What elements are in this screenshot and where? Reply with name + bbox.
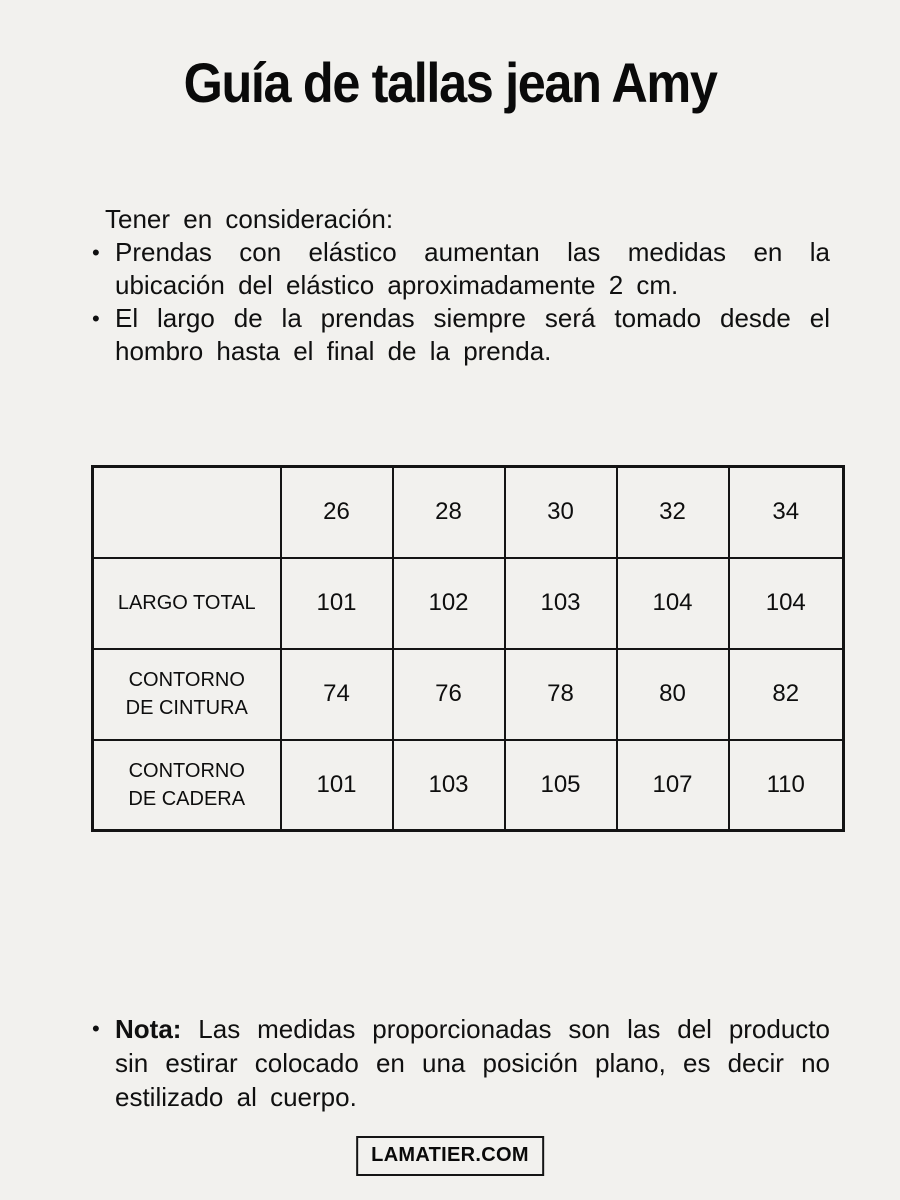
considerations-list [90,236,830,368]
table-corner-cell [93,467,281,558]
value-cell: 101 [281,740,393,831]
value-cell: 110 [729,740,844,831]
page-title-text: Guía de tallas jean Amy [183,51,717,114]
size-header-cell: 30 [505,467,617,558]
note-item [90,1012,830,1114]
size-header-cell: 34 [729,467,844,558]
value-cell: 101 [281,558,393,649]
size-header-cell: 26 [281,467,393,558]
page-title [0,50,900,115]
list-item [90,302,830,368]
row-label-cell: CONTORNO DE CADERA [93,740,281,831]
table-row [93,558,844,649]
list-item-text: Prendas con elástico aumentan las medidas en la ubicación del elástico aproximadamente 2 cm. [115,237,830,300]
value-cell: 103 [393,740,505,831]
table-header-row [93,467,844,558]
note-text: Las medidas proporcionadas son las del producto sin estirar colocado en una posición plano, es decir no estilizado al cuerpo. [115,1014,830,1112]
brand-box [356,1136,544,1176]
value-cell: 78 [505,649,617,740]
row-label-cell: LARGO TOTAL [93,558,281,649]
value-cell: 74 [281,649,393,740]
size-table [91,465,845,832]
note-section [90,1012,830,1114]
size-header-cell: 32 [617,467,729,558]
considerations-heading: Tener en consideración: [105,204,394,234]
value-cell: 104 [617,558,729,649]
value-cell: 103 [505,558,617,649]
bullet-icon: • [92,1016,100,1041]
table-row [93,649,844,740]
considerations-section [90,203,830,368]
brand-label: LAMATIER.COM [371,1144,529,1166]
value-cell: 76 [393,649,505,740]
value-cell: 104 [729,558,844,649]
table-row [93,740,844,831]
bullet-icon: • [92,306,100,331]
note-list [90,1012,830,1114]
value-cell: 82 [729,649,844,740]
list-item [90,236,830,302]
list-item-text: El largo de la prendas siempre será tomado desde el hombro hasta el final de la prenda. [115,303,830,366]
value-cell: 105 [505,740,617,831]
row-label-cell: CONTORNO DE CINTURA [93,649,281,740]
value-cell: 80 [617,649,729,740]
bullet-icon: • [92,240,100,265]
note-label: Nota: [115,1014,182,1044]
value-cell: 107 [617,740,729,831]
size-header-cell: 28 [393,467,505,558]
value-cell: 102 [393,558,505,649]
